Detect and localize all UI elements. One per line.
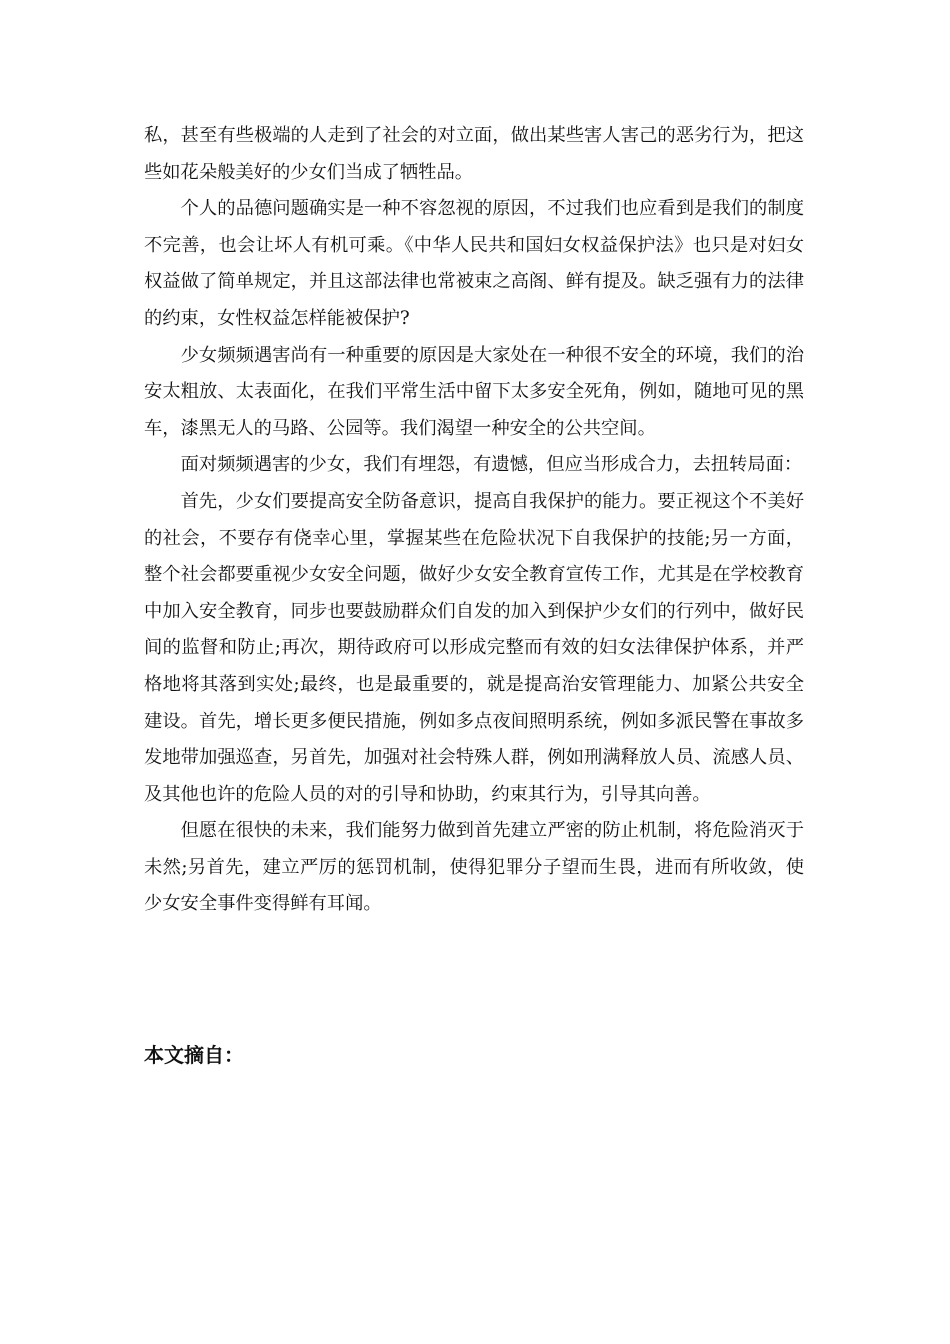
paragraph-conclusion: 但愿在很快的未来，我们能努力做到首先建立严密的防止机制，将危险消灭于未然;另首先，建立严厉的惩罚机制，使得犯罪分子望而生畏，进而有所收敛，使少女安全事件变得鲜有耳闻。	[144, 820, 804, 915]
article-body	[144, 118, 804, 923]
paragraph-continued: 私，甚至有些极端的人走到了社会的对立面，做出某些害人害己的恶劣行为，把这些如花朵般美好的少女们当成了牺牲品。	[144, 125, 804, 183]
paragraph-public-safety: 少女频频遇害尚有一种重要的原因是大家处在一种很不安全的环境，我们的治安太粗放、太表面化，在我们平常生活中留下太多安全死角，例如，随地可见的黑车，漆黑无人的马路、公园等。我们渴望一种安全的公共空间。	[144, 344, 804, 439]
paragraph-measures: 首先，少女们要提高安全防备意识，提高自我保护的能力。要正视这个不美好的社会，不要存有侥幸心里，掌握某些在危险状况下自我保护的技能;另一方面，整个社会都要重视少女安全问题，做好少女安全教育宣传工作，尤其是在学校教育中加入安全教育，同步也要鼓励群众们自发的加入到保护少女们的行列中，做好民间的监督和防止;再次，期待政府可以形成完整而有效的妇女法律保护体系，并严格地将其落到实处;最终，也是最重要的，就是提高治安管理能力、加紧公共安全建设。首先，增长更多便民措施，例如多点夜间照明系统，例如多派民警在事故多发地带加强巡查，另首先，加强对社会特殊人群，例如刑满释放人员、流感人员、及其他也许的危险人员的对的引导和协助，约束其行为，引导其向善。	[144, 490, 804, 805]
source-heading: 本文摘自：	[144, 1043, 244, 1067]
paragraph-legal-system: 个人的品德问题确实是一种不容忽视的原因，不过我们也应看到是我们的制度不完善，也会让坏人有机可乘。《中华人民共和国妇女权益保护法》也只是对妇女权益做了简单规定，并且这部法律也常被束之高阁、鲜有提及。缺乏强有力的法律的约束，女性权益怎样能被保护?	[144, 198, 804, 329]
paragraph-joint-effort: 面对频频遇害的少女，我们有埋怨，有遗憾，但应当形成合力，去扭转局面：	[180, 454, 803, 476]
